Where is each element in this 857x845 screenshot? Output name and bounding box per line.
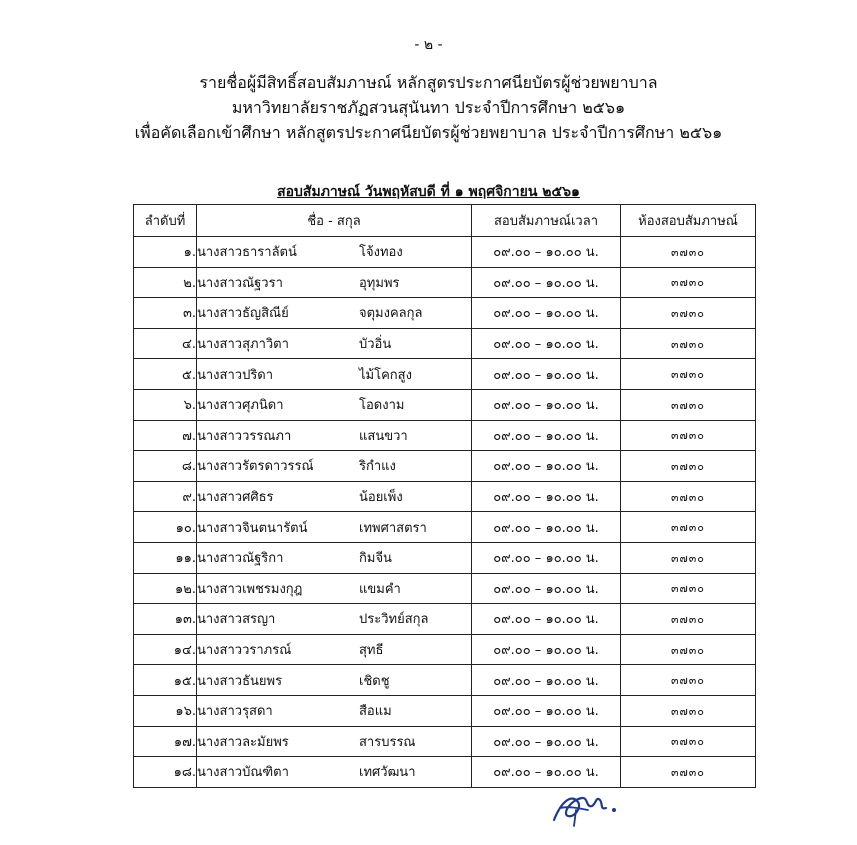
last-name: โอดงาม [359, 398, 405, 414]
table-row [134, 420, 756, 451]
row-full-name [197, 328, 472, 359]
row-full-name [197, 665, 472, 696]
interview-room: ๓๗๓๐ [621, 665, 756, 696]
interview-time: ๐๙.๐๐ – ๑๐.๐๐ น. [472, 665, 621, 696]
last-name: แสนขวา [359, 428, 408, 444]
interview-time: ๐๙.๐๐ – ๑๐.๐๐ น. [472, 542, 621, 573]
first-name: นางสาวรัตรดาวรรณ์ [197, 459, 314, 475]
interview-time: ๐๙.๐๐ – ๑๐.๐๐ น. [472, 451, 621, 482]
last-name: ประวิทย์สกุล [359, 612, 429, 628]
row-number: ๙. [134, 481, 197, 512]
signature-mark [548, 786, 628, 832]
interview-time: ๐๙.๐๐ – ๑๐.๐๐ น. [472, 237, 621, 268]
first-name: นางสาวธันยพร [197, 673, 283, 689]
table-row [134, 512, 756, 543]
row-number: ๑๖. [134, 695, 197, 726]
interview-time: ๐๙.๐๐ – ๑๐.๐๐ น. [472, 267, 621, 298]
row-number: ๓. [134, 298, 197, 329]
interview-time: ๐๙.๐๐ – ๑๐.๐๐ น. [472, 512, 621, 543]
row-number: ๑๒. [134, 573, 197, 604]
table-row [134, 267, 756, 298]
row-full-name [197, 695, 472, 726]
first-name: นางสาวปริดา [197, 367, 274, 383]
interview-room: ๓๗๓๐ [621, 237, 756, 268]
first-name: นางสาววราภรณ์ [197, 643, 292, 659]
first-name: นางสาวสุภาวิตา [197, 337, 289, 353]
interview-time: ๐๙.๐๐ – ๑๐.๐๐ น. [472, 634, 621, 665]
interview-time: ๐๙.๐๐ – ๑๐.๐๐ น. [472, 604, 621, 635]
row-number: ๑๑. [134, 542, 197, 573]
last-name: จตุมงคลกุล [359, 306, 423, 322]
interview-room: ๓๗๓๐ [621, 298, 756, 329]
last-name: ริกำแง [359, 459, 396, 475]
last-name: น้อยเพ็ง [359, 490, 403, 506]
interview-time: ๐๙.๐๐ – ๑๐.๐๐ น. [472, 359, 621, 390]
interview-time: ๐๙.๐๐ – ๑๐.๐๐ น. [472, 757, 621, 788]
interview-time: ๐๙.๐๐ – ๑๐.๐๐ น. [472, 695, 621, 726]
table-row [134, 451, 756, 482]
header-order: ลำดับที่ [134, 205, 197, 237]
interview-room: ๓๗๓๐ [621, 695, 756, 726]
row-full-name [197, 573, 472, 604]
last-name: ไม้โคกสูง [359, 367, 412, 383]
interview-time: ๐๙.๐๐ – ๑๐.๐๐ น. [472, 573, 621, 604]
interview-room: ๓๗๓๐ [621, 726, 756, 757]
table-row [134, 665, 756, 696]
last-name: แขมคำ [359, 581, 401, 597]
row-full-name [197, 726, 472, 757]
last-name: เชิดชู [359, 673, 390, 689]
interview-room: ๓๗๓๐ [621, 451, 756, 482]
last-name: โจ้งทอง [359, 245, 403, 261]
table-row [134, 757, 756, 788]
row-number: ๑๗. [134, 726, 197, 757]
table-row [134, 298, 756, 329]
header-time: สอบสัมภาษณ์เวลา [472, 205, 621, 237]
first-name: นางสาวณัฐริกา [197, 551, 284, 567]
first-name: นางสาวรุสดา [197, 704, 273, 720]
heading-line-3: เพื่อคัดเลือกเข้าศึกษา หลักสูตรประกาศนียบัตรผู้ช่วยพยาบาล ประจำปีการศึกษา ๒๕๖๑ [134, 123, 723, 142]
row-full-name [197, 542, 472, 573]
table-row [134, 604, 756, 635]
interview-time: ๐๙.๐๐ – ๑๐.๐๐ น. [472, 298, 621, 329]
last-name: สือแม [359, 704, 392, 720]
table-row [134, 328, 756, 359]
row-number: ๑๐. [134, 512, 197, 543]
interview-room: ๓๗๓๐ [621, 481, 756, 512]
interview-room: ๓๗๓๐ [621, 512, 756, 543]
last-name: เทศวัฒนา [359, 765, 416, 781]
table-row [134, 481, 756, 512]
row-number: ๕. [134, 359, 197, 390]
table-row [134, 634, 756, 665]
row-full-name [197, 451, 472, 482]
interview-room: ๓๗๓๐ [621, 542, 756, 573]
table-row [134, 695, 756, 726]
first-name: นางสาวจินตนารัตน์ [197, 520, 308, 536]
last-name: กิมจีน [359, 551, 392, 567]
row-number: ๑๕. [134, 665, 197, 696]
row-full-name [197, 237, 472, 268]
last-name: บัวอิ่น [359, 337, 392, 353]
table-row [134, 237, 756, 268]
table-caption: สอบสัมภาษณ์ วันพฤหัสบดี ที่ ๑ พฤศจิกายน ๒๕๖๑ [277, 184, 580, 200]
heading-line-2: มหาวิทยาลัยราชภัฏสวนสุนันทา ประจำปีการศึกษา ๒๕๖๑ [231, 98, 626, 117]
first-name: นางสาวศุภนิดา [197, 398, 284, 414]
row-number: ๒. [134, 267, 197, 298]
page-number: - ๒ - [414, 37, 443, 53]
row-full-name [197, 512, 472, 543]
interview-time: ๐๙.๐๐ – ๑๐.๐๐ น. [472, 328, 621, 359]
row-number: ๑๔. [134, 634, 197, 665]
interview-room: ๓๗๓๐ [621, 420, 756, 451]
table-row [134, 359, 756, 390]
row-full-name [197, 420, 472, 451]
interview-time: ๐๙.๐๐ – ๑๐.๐๐ น. [472, 726, 621, 757]
interview-room: ๓๗๓๐ [621, 634, 756, 665]
last-name: สารบรรณ [359, 734, 416, 750]
table-body [134, 237, 756, 788]
row-number: ๑. [134, 237, 197, 268]
first-name: นางสาววรรณภา [197, 428, 292, 444]
interview-room: ๓๗๓๐ [621, 573, 756, 604]
interview-room: ๓๗๓๐ [621, 328, 756, 359]
first-name: นางสาวสรญา [197, 612, 276, 628]
first-name: นางสาวเพชรมงกุฎ [197, 581, 303, 597]
last-name: เทพศาสตรา [359, 520, 427, 536]
first-name: นางสาวณัฐวรา [197, 275, 283, 291]
document-heading [0, 70, 857, 145]
row-number: ๗. [134, 420, 197, 451]
interview-room: ๓๗๓๐ [621, 389, 756, 420]
table-row [134, 573, 756, 604]
row-full-name [197, 634, 472, 665]
table-row [134, 389, 756, 420]
first-name: นางสาวศศิธร [197, 490, 274, 506]
table-row [134, 542, 756, 573]
interview-room: ๓๗๓๐ [621, 359, 756, 390]
interview-room: ๓๗๓๐ [621, 757, 756, 788]
row-full-name [197, 604, 472, 635]
row-full-name [197, 481, 472, 512]
last-name: อุทุมพร [359, 275, 400, 291]
first-name: นางสาวละมัยพร [197, 734, 289, 750]
interview-room: ๓๗๓๐ [621, 267, 756, 298]
first-name: นางสาวธัญสิณีย์ [197, 306, 289, 322]
row-number: ๘. [134, 451, 197, 482]
first-name: นางสาวบัณฑิตา [197, 765, 289, 781]
interview-table [133, 204, 756, 788]
header-room: ห้องสอบสัมภาษณ์ [621, 205, 756, 237]
row-full-name [197, 389, 472, 420]
row-number: ๔. [134, 328, 197, 359]
row-number: ๑๓. [134, 604, 197, 635]
header-name: ชื่อ - สกุล [197, 205, 472, 237]
row-full-name [197, 298, 472, 329]
interview-time: ๐๙.๐๐ – ๑๐.๐๐ น. [472, 481, 621, 512]
row-full-name [197, 267, 472, 298]
table-row [134, 726, 756, 757]
first-name: นางสาวธาราลัตน์ [197, 245, 297, 261]
row-full-name [197, 359, 472, 390]
last-name: สุทธี [359, 643, 384, 659]
heading-line-1: รายชื่อผู้มีสิทธิ์สอบสัมภาษณ์ หลักสูตรประกาศนียบัตรผู้ช่วยพยาบาล [199, 73, 658, 92]
interview-room: ๓๗๓๐ [621, 604, 756, 635]
interview-time: ๐๙.๐๐ – ๑๐.๐๐ น. [472, 420, 621, 451]
row-number: ๑๘. [134, 757, 197, 788]
interview-time: ๐๙.๐๐ – ๑๐.๐๐ น. [472, 389, 621, 420]
row-full-name [197, 757, 472, 788]
row-number: ๖. [134, 389, 197, 420]
table-header-row [134, 205, 756, 237]
